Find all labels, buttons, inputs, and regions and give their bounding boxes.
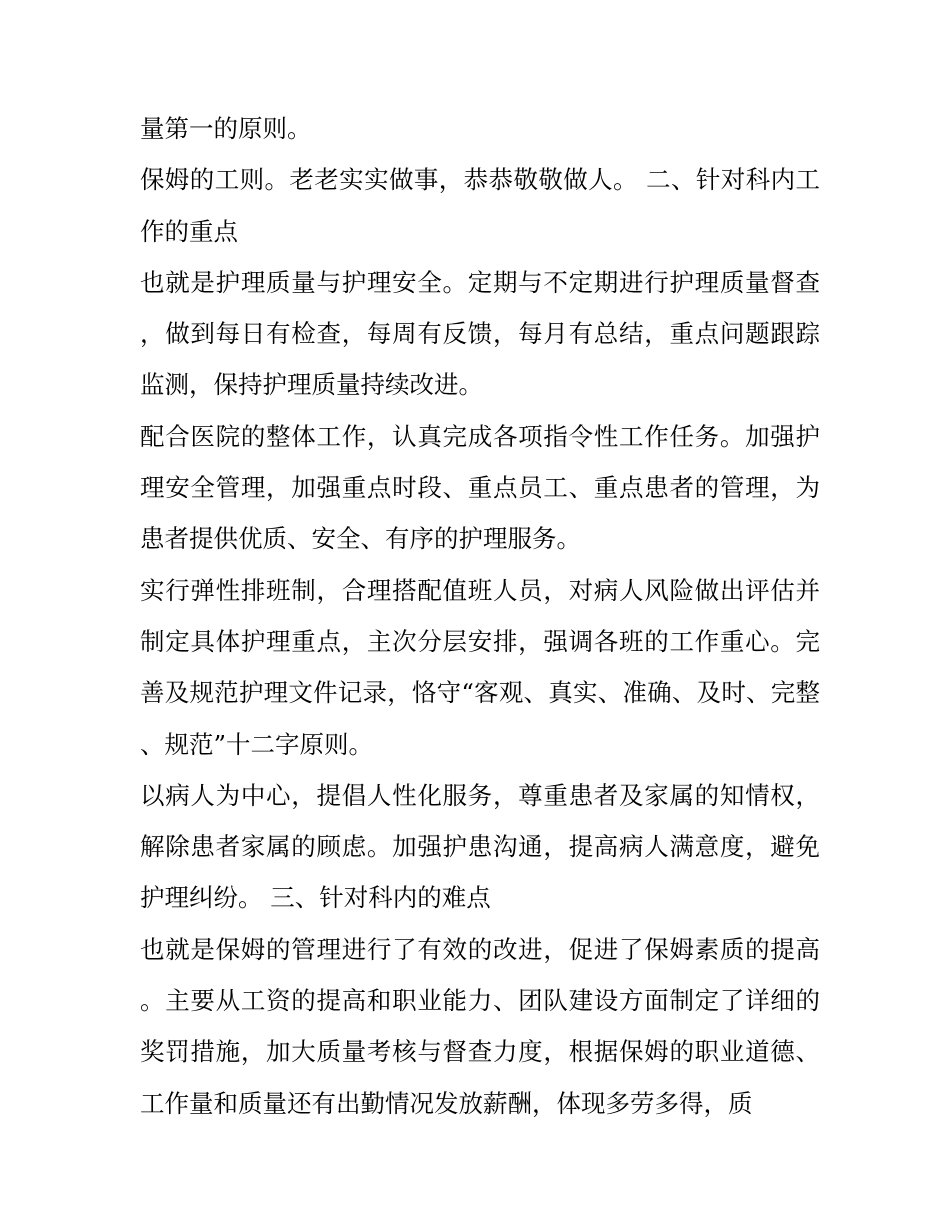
paragraph-4: 配合医院的整体工作，认真完成各项指令性工作任务。加强护理安全管理，加强重点时段、重点员工、重点患者的管理，为患者提供优质、安全、有序的护理服务。 — [140, 421, 820, 554]
paragraph-2: 保姆的工则。老老实实做事，恭恭敬敬做人。 二、针对科内工作的重点 — [140, 165, 820, 246]
paragraph-7: 也就是保姆的管理进行了有效的改进，促进了保姆素质的提高。主要从工资的提高和职业能力、团队建设方面制定了详细的奖罚措施，加大质量考核与督查力度，根据保姆的职业道德、工作量和质量还有出勤情况发放薪酬，体现多劳多得，质 — [140, 934, 820, 1118]
document-body — [140, 103, 820, 1129]
paragraph-5: 实行弹性排班制，合理搭配值班人员，对病人风险做出评估并制定具体护理重点，主次分层安排，强调各班的工作重心。完善及规范护理文件记录，恪守“客观、真实、准确、及时、完整、规范”十二字原则。 — [140, 575, 820, 759]
paragraph-6: 以病人为中心，提倡人性化服务，尊重患者及家属的知情权，解除患者家属的顾虑。加强护患沟通，提高病人满意度，避免护理纠纷。 三、针对科内的难点 — [140, 780, 820, 913]
paragraph-1: 量第一的原则。 — [140, 114, 312, 143]
paragraph-3: 也就是护理质量与护理安全。定期与不定期进行护理质量督查，做到每日有检查，每周有反馈，每月有总结，重点问题跟踪监测，保持护理质量持续改进。 — [140, 267, 820, 400]
